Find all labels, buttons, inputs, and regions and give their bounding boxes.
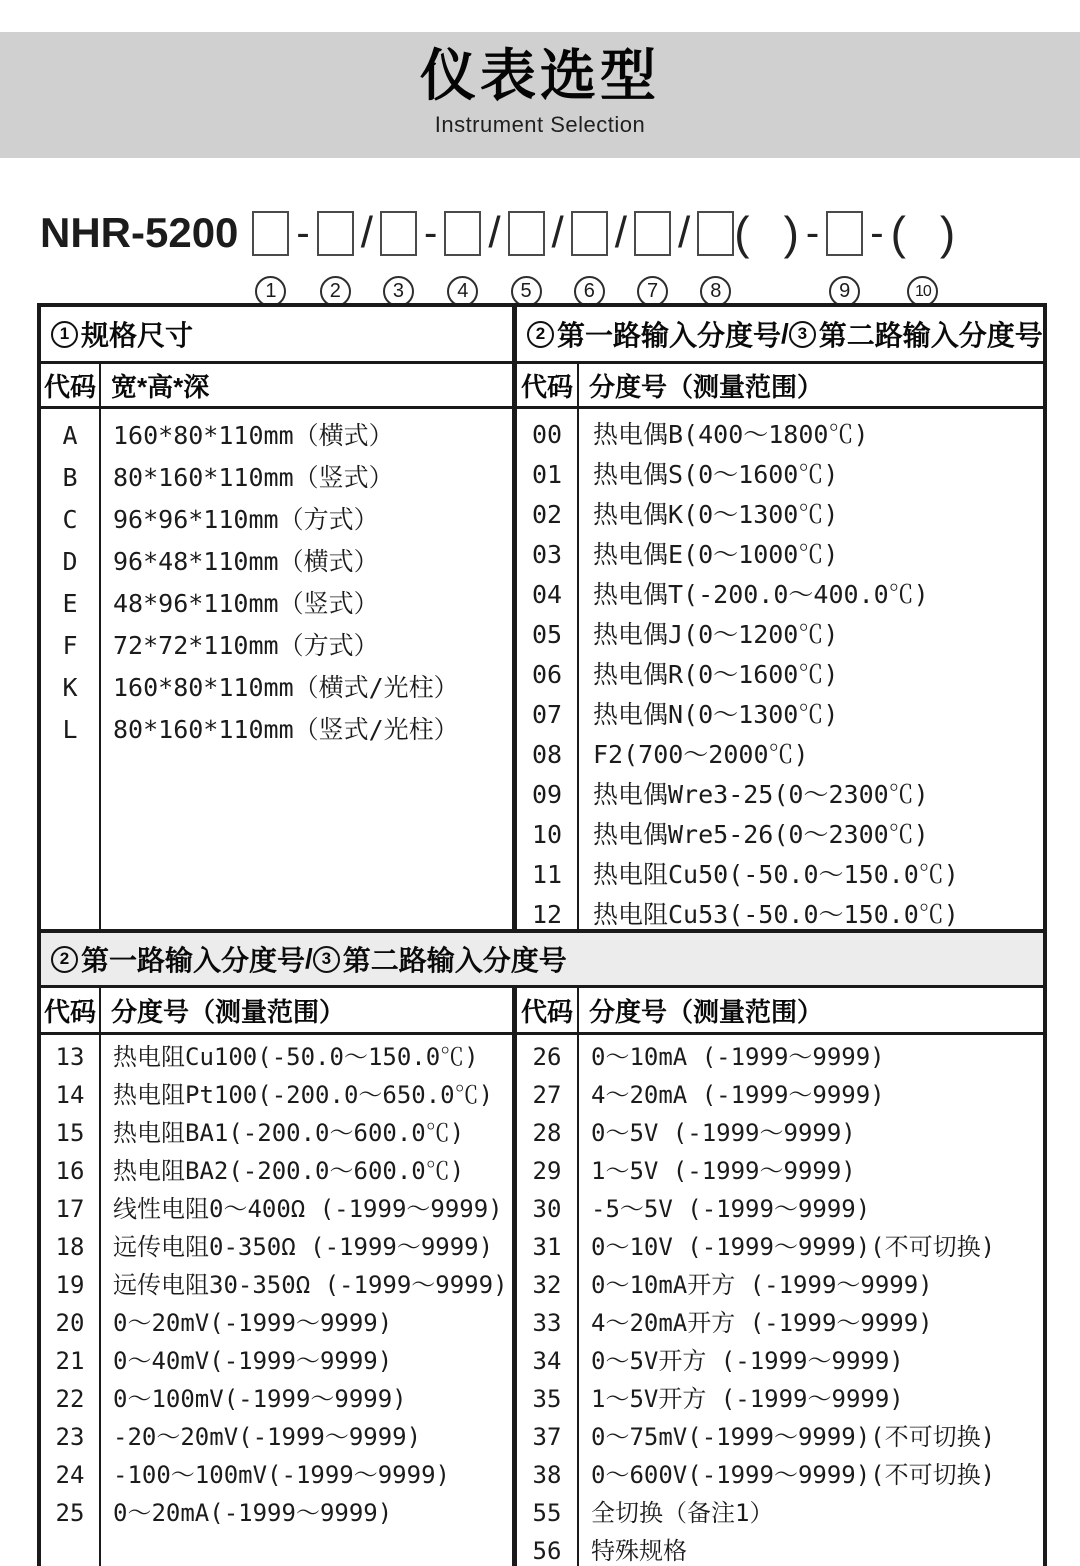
model-slot-5 <box>508 203 545 307</box>
graduation-desc: 热电偶J(0～1200℃) <box>593 620 839 649</box>
position-number-3: 3 <box>383 276 414 307</box>
table2-body <box>41 1035 1043 1566</box>
selection-table <box>37 303 1047 1566</box>
model-box-1 <box>252 211 289 256</box>
model-separator <box>417 203 444 263</box>
graduation-desc: 特殊规格 <box>591 1537 687 1565</box>
graduation-desc: 热电偶E(0～1000℃) <box>593 540 839 569</box>
model-box-6 <box>571 211 608 256</box>
graduation-code: 33 <box>532 1309 562 1337</box>
spec-desc: 80*160*110mm（竖式/光柱） <box>113 715 459 744</box>
graduation-code: 55 <box>532 1499 562 1527</box>
model-box-4 <box>444 211 481 256</box>
model-box-3 <box>380 211 417 256</box>
col-header-code: 代码 <box>517 364 579 409</box>
graduation-code-column <box>41 1035 101 1566</box>
separator-glyph: / <box>551 208 564 257</box>
graduation-desc: 0～20mV(-1999～9999) <box>113 1309 393 1337</box>
graduation-desc: 0～5V (-1999～9999) <box>591 1119 856 1147</box>
graduation-code: 03 <box>531 540 563 569</box>
position-number-10: 10 <box>907 276 938 307</box>
graduation-code: 11 <box>531 860 563 889</box>
model-slot-9 <box>826 203 863 307</box>
page-title: 仪表选型 <box>420 44 660 107</box>
separator-glyph: - <box>296 211 310 255</box>
graduation-desc: 热电偶T(-200.0～400.0℃) <box>593 580 929 609</box>
model-code-line <box>40 203 1060 302</box>
spec-desc: 160*80*110mm（横式/光柱） <box>113 673 459 702</box>
graduation-desc: 0～10V (-1999～9999)(不可切换) <box>591 1233 996 1261</box>
position-number-4: 4 <box>447 276 478 307</box>
model-separator <box>354 203 380 263</box>
model-separator <box>863 203 890 263</box>
graduation-desc: 0～600V(-1999～9999)(不可切换) <box>591 1461 996 1489</box>
graduation-desc: 热电偶S(0～1600℃) <box>593 460 839 489</box>
graduation-desc: 0～40mV(-1999～9999) <box>113 1347 393 1375</box>
graduation-desc: -20～20mV(-1999～9999) <box>113 1423 422 1451</box>
separator-glyph: - <box>870 211 884 255</box>
section-header-spec-size <box>41 307 517 364</box>
spec-desc: 72*72*110mm（方式） <box>113 631 379 660</box>
graduation-code: 18 <box>55 1233 85 1261</box>
model-code-slots <box>252 203 955 307</box>
separator-glyph: / <box>678 208 691 257</box>
graduation-code: 31 <box>532 1233 562 1261</box>
model-prefix: NHR-5200 <box>40 209 239 256</box>
model-separator <box>671 203 697 263</box>
graduation-code: 07 <box>531 700 563 729</box>
spec-code: F <box>62 631 78 660</box>
graduation-code: 25 <box>55 1499 85 1527</box>
spec-code: L <box>62 715 78 744</box>
separator-glyph: / <box>360 208 373 257</box>
section-header-text: / <box>305 943 313 974</box>
graduation-code: 28 <box>532 1119 562 1147</box>
col-header-graduation-range: 分度号（测量范围） <box>101 988 517 1035</box>
section-header-text: 第二路输入分度号 <box>342 945 567 976</box>
graduation-code: 16 <box>55 1157 85 1185</box>
spec-desc: 80*160*110mm（竖式） <box>113 463 394 492</box>
graduation-desc: 全切换（备注1） <box>591 1499 774 1527</box>
section-header-text: 第一路输入分度号 <box>81 945 306 976</box>
table1-body <box>41 409 1043 933</box>
position-number-9: 9 <box>829 276 860 307</box>
table1-column-header-row <box>41 364 1043 409</box>
graduation-code-column <box>517 409 579 933</box>
model-slot-6 <box>571 203 608 307</box>
circled-number-3: 3 <box>789 321 816 348</box>
section-header-text: 第二路输入分度号 <box>818 320 1043 351</box>
graduation-desc-column <box>101 1035 517 1566</box>
spec-desc: 96*96*110mm（方式） <box>113 505 379 534</box>
model-separator <box>545 203 571 263</box>
graduation-desc: 远传电阻0-350Ω (-1999～9999) <box>113 1233 494 1261</box>
spec-desc: 96*48*110mm（横式） <box>113 547 379 576</box>
graduation-desc: -5～5V (-1999～9999) <box>591 1195 871 1223</box>
model-separator <box>608 203 634 263</box>
graduation-code: 26 <box>532 1043 562 1071</box>
graduation-desc-column <box>579 409 1043 933</box>
model-separator <box>799 203 826 263</box>
graduation-desc: 远传电阻30-350Ω (-1999～9999) <box>113 1271 508 1299</box>
position-number-7: 7 <box>637 276 668 307</box>
graduation-desc: 热电偶B(400～1800℃) <box>593 420 869 449</box>
open-paren: ( <box>734 207 750 259</box>
graduation-code: 08 <box>531 740 563 769</box>
separator-glyph: - <box>423 211 438 255</box>
graduation-code: 35 <box>532 1385 562 1413</box>
graduation-desc: 0～75mV(-1999～9999)(不可切换) <box>591 1423 996 1451</box>
graduation-code: 19 <box>55 1271 85 1299</box>
graduation-code: 14 <box>55 1081 85 1109</box>
model-slot-8 <box>697 203 734 307</box>
graduation-desc: 热电偶Wre3-25(0～2300℃) <box>593 780 929 809</box>
graduation-code: 12 <box>531 900 563 929</box>
separator-glyph: - <box>805 211 820 255</box>
model-box-9 <box>826 211 863 256</box>
page-subtitle: Instrument Selection <box>434 112 646 137</box>
graduation-code: 22 <box>55 1385 85 1413</box>
close-paren: ) <box>939 207 956 259</box>
graduation-code: 34 <box>532 1347 562 1375</box>
spec-code: B <box>62 463 78 492</box>
graduation-desc: 0～10mA开方 (-1999～9999) <box>591 1271 933 1299</box>
position-number-5: 5 <box>511 276 542 307</box>
graduation-code: 17 <box>55 1195 85 1223</box>
position-number-8: 8 <box>700 276 731 307</box>
open-paren: ( <box>890 207 906 259</box>
graduation-desc: 线性电阻0～400Ω (-1999～9999) <box>113 1195 503 1223</box>
graduation-code: 21 <box>55 1347 85 1375</box>
model-paren-group-10 <box>891 203 956 307</box>
model-slot-4 <box>444 203 481 307</box>
section-header-text: 规格尺寸 <box>81 320 194 351</box>
graduation-code: 15 <box>55 1119 85 1147</box>
graduation-code: 02 <box>531 500 563 529</box>
col-header-code: 代码 <box>41 988 101 1035</box>
graduation-code: 20 <box>55 1309 85 1337</box>
graduation-code: 13 <box>55 1043 85 1071</box>
model-paren-group <box>734 203 799 263</box>
spec-code: C <box>62 505 78 534</box>
graduation-code: 06 <box>531 660 563 689</box>
spec-desc: 160*80*110mm（横式） <box>113 421 394 450</box>
graduation-desc: 热电阻Cu100(-50.0～150.0℃) <box>113 1043 479 1071</box>
circled-number-2: 2 <box>51 946 78 973</box>
separator-glyph: / <box>488 208 501 257</box>
graduation-code: 23 <box>55 1423 85 1451</box>
graduation-code-column <box>517 1035 579 1566</box>
graduation-desc: 1～5V开方 (-1999～9999) <box>591 1385 904 1413</box>
spec-code-column <box>41 409 101 933</box>
col-header-graduation-range: 分度号（测量范围） <box>579 364 1043 409</box>
title-banner <box>0 32 1080 158</box>
col-header-dimensions: 宽*高*深 <box>101 364 517 409</box>
graduation-code: 09 <box>531 780 563 809</box>
table1-section-header-row <box>41 307 1043 364</box>
close-paren: ) <box>783 207 799 259</box>
section-header-input-graduation-2 <box>41 933 1043 988</box>
graduation-code: 27 <box>532 1081 562 1109</box>
model-slot-1 <box>252 203 289 307</box>
graduation-desc: -100～100mV(-1999～9999) <box>113 1461 450 1489</box>
model-box-7 <box>634 211 671 256</box>
spec-code: K <box>62 673 78 702</box>
circled-number-1: 1 <box>51 321 78 348</box>
graduation-desc: 热电阻Pt100(-200.0～650.0℃) <box>113 1081 494 1109</box>
graduation-desc-column <box>579 1035 1043 1566</box>
col-header-code: 代码 <box>517 988 579 1035</box>
table2-column-header-row <box>41 988 1043 1035</box>
model-separator <box>289 203 316 263</box>
model-slot-2 <box>317 203 354 307</box>
graduation-desc: 热电偶R(0～1600℃) <box>593 660 839 689</box>
model-box-2 <box>317 211 354 256</box>
graduation-desc: F2(700～2000℃) <box>593 740 809 769</box>
spec-code: D <box>62 547 78 576</box>
spec-desc-column <box>101 409 517 933</box>
spec-code: E <box>62 589 78 618</box>
graduation-code: 01 <box>531 460 563 489</box>
graduation-code: 56 <box>532 1537 562 1565</box>
graduation-desc: 热电阻Cu53(-50.0～150.0℃) <box>593 900 959 929</box>
model-box-5 <box>508 211 545 256</box>
graduation-desc: 0～10mA (-1999～9999) <box>591 1043 885 1071</box>
graduation-desc: 热电偶K(0～1300℃) <box>593 500 839 529</box>
col-header-code: 代码 <box>41 364 101 409</box>
spec-code: A <box>62 421 78 450</box>
section-header-text: 第一路输入分度号 <box>557 320 782 351</box>
graduation-desc: 热电偶Wre5-26(0～2300℃) <box>593 820 929 849</box>
graduation-code: 29 <box>532 1157 562 1185</box>
graduation-code: 30 <box>532 1195 562 1223</box>
position-number-2: 2 <box>320 276 351 307</box>
separator-glyph: / <box>614 208 628 257</box>
circled-number-2: 2 <box>527 321 554 348</box>
section-header-input-graduation <box>517 307 1043 364</box>
section-header-text: / <box>781 318 789 349</box>
graduation-desc: 0～20mA(-1999～9999) <box>113 1499 393 1527</box>
graduation-desc: 热电偶N(0～1300℃) <box>593 700 839 729</box>
graduation-code: 04 <box>531 580 563 609</box>
spec-desc: 48*96*110mm（竖式） <box>113 589 379 618</box>
graduation-code: 32 <box>532 1271 562 1299</box>
model-box-8 <box>697 211 734 256</box>
graduation-desc: 热电阻BA2(-200.0～600.0℃) <box>113 1157 465 1185</box>
graduation-code: 38 <box>532 1461 562 1489</box>
model-slot-3 <box>380 203 417 307</box>
graduation-desc: 1～5V (-1999～9999) <box>591 1157 856 1185</box>
model-separator <box>481 203 507 263</box>
graduation-desc: 热电阻BA1(-200.0～600.0℃) <box>113 1119 465 1147</box>
graduation-code: 05 <box>531 620 563 649</box>
col-header-graduation-range: 分度号（测量范围） <box>579 988 1043 1035</box>
graduation-desc: 4～20mA开方 (-1999～9999) <box>591 1309 933 1337</box>
graduation-code: 10 <box>531 820 563 849</box>
circled-number-3: 3 <box>313 946 340 973</box>
graduation-desc: 4～20mA (-1999～9999) <box>591 1081 885 1109</box>
graduation-code: 00 <box>531 420 563 449</box>
graduation-code: 24 <box>55 1461 85 1489</box>
graduation-desc: 0～100mV(-1999～9999) <box>113 1385 407 1413</box>
model-slot-7 <box>634 203 671 307</box>
position-number-1: 1 <box>255 276 286 307</box>
graduation-code: 37 <box>532 1423 562 1451</box>
position-number-6: 6 <box>574 276 605 307</box>
graduation-desc: 0～5V开方 (-1999～9999) <box>591 1347 904 1375</box>
graduation-desc: 热电阻Cu50(-50.0～150.0℃) <box>593 860 959 889</box>
